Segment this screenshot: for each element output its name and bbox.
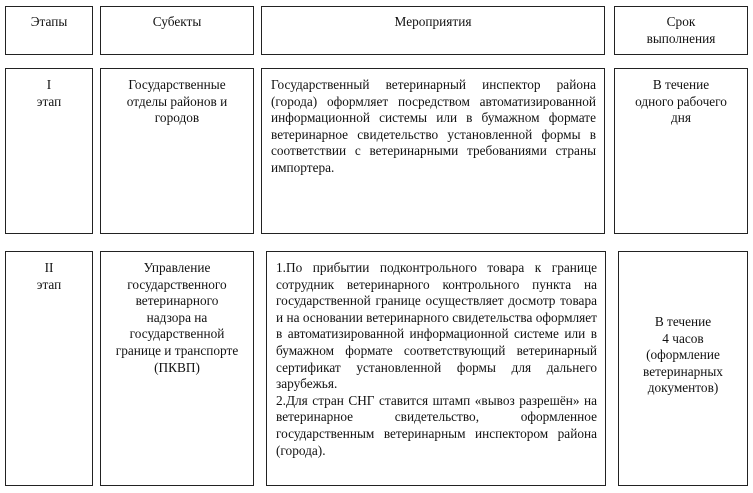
header-activities-label: Мероприятия [394, 14, 472, 29]
row2-subject-cell [100, 251, 254, 486]
header-deadline-cell [614, 6, 748, 55]
header-stages-label: Этапы [30, 14, 68, 29]
row2-activities-cell [266, 251, 606, 486]
header-subjects-label: Субекты [152, 14, 202, 29]
row2-stage-cell [5, 251, 93, 486]
header-activities-cell [261, 6, 605, 55]
row1-stage-number: I [46, 77, 52, 92]
row1-deadline-cell [614, 68, 748, 234]
header-deadline-line2: выполнения [646, 30, 716, 46]
header-deadline-line1: Срок [666, 14, 696, 29]
row1-stage-word: этап [36, 93, 62, 109]
row1-deadline-text: В течение одного рабочего дня [635, 77, 727, 126]
row2-stage-number: II [44, 260, 54, 275]
row2-deadline-line3: (оформление ветеринарных документов) [643, 347, 723, 396]
row2-deadline-cell [618, 251, 748, 486]
row2-activity-item-2: 2.Для стран СНГ ставится штамп «вывоз разрешён» на ветеринарное свидетельство, оформленное государственным ветеринарным инспектором района (города). [276, 392, 597, 458]
row1-subject-text: Государственные отделы районов и городов [126, 77, 228, 126]
header-subjects-cell [100, 6, 254, 55]
header-stages-cell [5, 6, 93, 55]
row1-activity-text: Государственный ветеринарный инспектор района (города) оформляет посредством автоматизированной информационной системы или в бумажном формате ветеринарное свидетельство установленной формы в соответствии с ветеринарными требованиями страны импортера. [271, 77, 596, 175]
row2-deadline-line1: В течение [654, 314, 712, 329]
row2-subject-text: Управление государственного ветеринарного надзора на государственной границе и транспорте (ПКВП) [115, 260, 239, 375]
row1-stage-cell [5, 68, 93, 234]
row1-activities-cell [261, 68, 605, 234]
row2-activity-item-1: 1.По прибытии подконтрольного товара к границе сотрудник ветеринарного контрольного пункта на государственной границе осуществляет досмотр товара и на основании ветеринарного свидетельства оформляет в автоматизированной информационной системе или в бумажном формате соответствующий ветеринарный сертификат установленной формы для дальнего зарубежья. [276, 260, 597, 392]
row2-stage-word: этап [36, 276, 62, 292]
row2-deadline-line2: 4 часов [662, 330, 704, 346]
row1-subject-cell [100, 68, 254, 234]
